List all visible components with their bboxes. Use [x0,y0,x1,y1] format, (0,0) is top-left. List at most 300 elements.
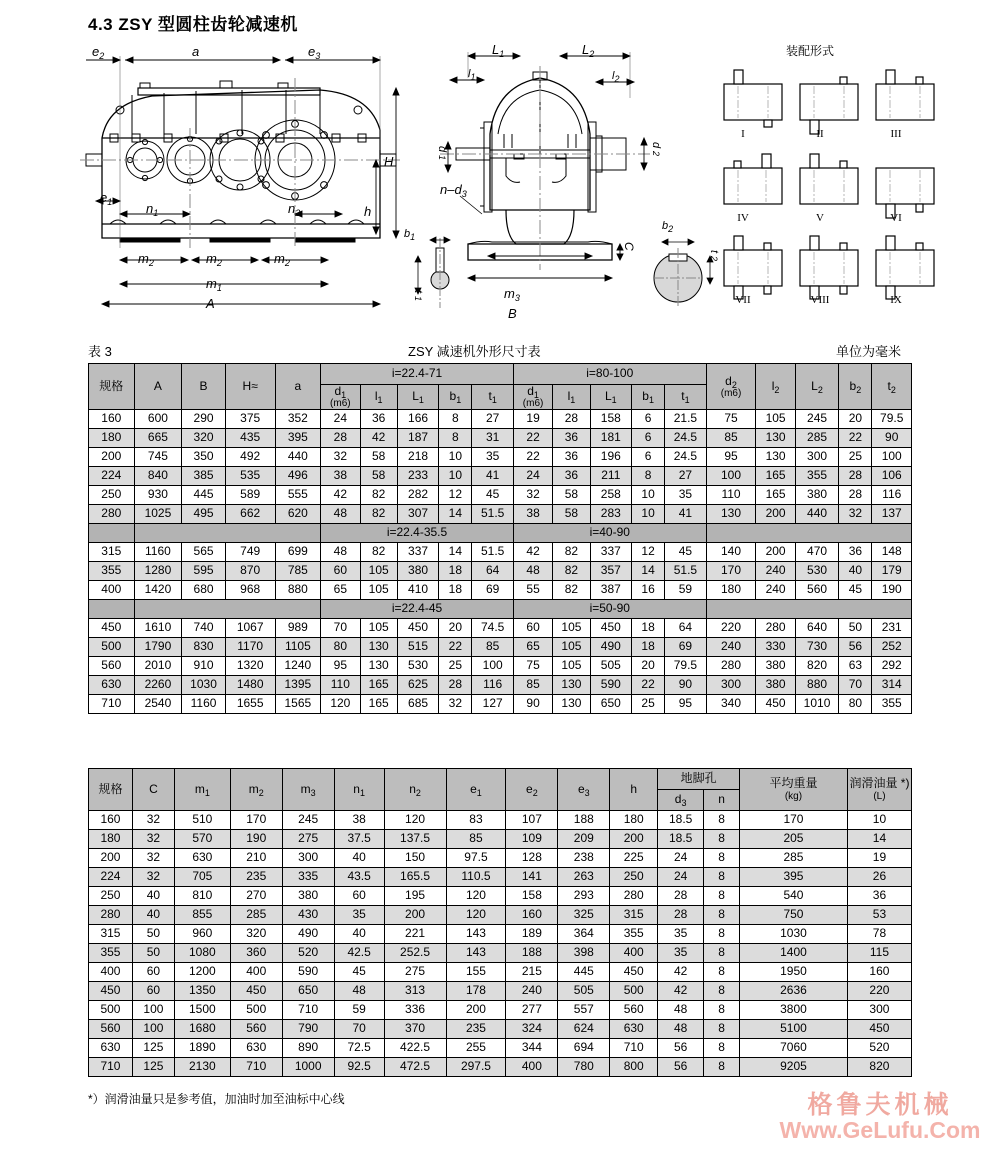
table-cell: 50 [132,944,174,963]
table-cell: 8 [439,429,472,448]
table-cell: 225 [610,849,658,868]
table-cell: 344 [506,1039,558,1058]
table-cell: 2636 [740,982,848,1001]
th-l2: $l_2$ [756,364,795,410]
table-cell: 355 [610,925,658,944]
table-cell: 510 [174,811,230,830]
table-cell: 200 [610,830,658,849]
dim-label-e2: $e_2$ [92,44,105,61]
dim-label-a: a [192,44,200,59]
table-cell: 105 [360,562,397,581]
table-cell: 31 [472,429,513,448]
th2-oil-unit: (L) [873,790,886,802]
table-cell: 490 [590,638,631,657]
table-cell: 450 [610,963,658,982]
table-cell: 95 [665,695,706,714]
table-cell: 195 [384,887,446,906]
table-cell: 63 [839,657,872,676]
table-cell: 170 [740,811,848,830]
table-cell: 258 [590,486,631,505]
table-cell: 200 [756,505,795,524]
table-cell: 470 [795,543,839,562]
table-cell: 125 [132,1039,174,1058]
table-cell: 32 [321,448,360,467]
table-cell: 19 [513,410,552,429]
table-cell: 235 [446,1020,506,1039]
table-cell: 285 [795,429,839,448]
table-cell: 120 [321,695,360,714]
table-cell: 60 [513,619,552,638]
dim-label-e1: $e_1$ [100,190,113,207]
table-cell: 336 [384,1001,446,1020]
table-cell: 290 [182,410,226,429]
table-cell: 500 [230,1001,282,1020]
table-cell: 165 [756,467,795,486]
table-cell: 97.5 [446,849,506,868]
table-cell: 1395 [275,676,321,695]
table-cell: 24 [513,467,552,486]
th2-n1: $n_1$ [334,769,384,811]
th2-weight-unit: (kg) [784,790,803,802]
table-cell: 1610 [134,619,182,638]
table-cell: 130 [756,429,795,448]
table-cell: 352 [275,410,321,429]
table-cell: 560 [610,1001,658,1020]
table-cell: 51.5 [472,543,513,562]
table-cell: 105 [360,581,397,600]
table-cell: 12 [632,543,665,562]
table-cell: 140 [706,543,756,562]
table-row [89,982,912,1001]
table-cell: 165 [360,695,397,714]
table-cell: 56 [658,1058,704,1077]
th-t1-g2: $t_1$ [665,385,706,410]
dim-label-t1: $t_1$ [412,290,424,302]
table-cell: 387 [590,581,631,600]
table-cell: 21.5 [665,410,706,429]
table-cell: 187 [397,429,438,448]
table-cell: 292 [872,657,912,676]
table-cell: 18 [632,619,665,638]
dim-label-L1: $L_1$ [492,42,505,59]
th2-m1: $m_1$ [174,769,230,811]
table-cell: 25 [439,657,472,676]
assembly-forms-title: 装配形式 [786,44,835,58]
table-cell: 190 [230,830,282,849]
table-cell: 32 [513,486,552,505]
table-cell: 8 [704,1020,740,1039]
th-a: a [275,364,321,410]
table-cell: 32 [132,868,174,887]
table-cell: 105 [756,410,795,429]
table-cell: 364 [558,925,610,944]
table-cell: 10 [439,448,472,467]
table-cell-size: 280 [89,906,133,925]
table-cell: 240 [506,982,558,1001]
table-cell: 880 [275,581,321,600]
th-size: 规格 [89,364,135,410]
table-cell: 72.5 [334,1039,384,1058]
table-cell: 188 [506,944,558,963]
assembly-form-caption-1: I [741,128,745,140]
table-row [89,849,912,868]
table-cell: 110 [706,486,756,505]
table-cell: 496 [275,467,321,486]
table-cell: 14 [439,543,472,562]
table-cell: 85 [513,676,552,695]
dim-label-m1: $m_1$ [206,276,222,293]
table-cell: 314 [872,676,912,695]
table-cell: 800 [610,1058,658,1077]
th-L1-g1: $L_1$ [397,385,438,410]
table-cell: 440 [795,505,839,524]
table-row [89,944,912,963]
table-cell: 51.5 [665,562,706,581]
table-cell: 28 [839,486,872,505]
table-cell: 8 [704,906,740,925]
table-cell: 80 [321,638,360,657]
table-cell: 116 [472,676,513,695]
table-cell: 5100 [740,1020,848,1039]
table-cell: 41 [665,505,706,524]
table-cell: 26 [847,868,911,887]
table-cell: 565 [182,543,226,562]
table-cell-size: 450 [89,982,133,1001]
table-cell: 100 [472,657,513,676]
table-cell: 320 [230,925,282,944]
table-cell: 27 [665,467,706,486]
table-cell: 130 [553,695,590,714]
table-cell: 209 [558,830,610,849]
table-cell: 595 [182,562,226,581]
table-cell: 282 [397,486,438,505]
table-cell: 79.5 [872,410,912,429]
table-cell: 90 [513,695,552,714]
table-cell: 35 [658,925,704,944]
table-cell: 109 [506,830,558,849]
table-cell: 95 [706,448,756,467]
table-cell: 1200 [174,963,230,982]
table-cell: 630 [230,1039,282,1058]
table-cell: 930 [134,486,182,505]
table-cell: 8 [704,982,740,1001]
table-cell: 330 [756,638,795,657]
table-cell: 40 [132,887,174,906]
table-cell: 50 [839,619,872,638]
table-cell: 250 [610,868,658,887]
table-cell: 1420 [134,581,182,600]
table-cell: 60 [334,887,384,906]
assembly-form-caption-8: VIII [810,294,830,306]
table-cell: 150 [384,849,446,868]
table-row [89,638,912,657]
table-cell: 590 [282,963,334,982]
table-cell: 120 [384,811,446,830]
table-cell: 141 [506,868,558,887]
table-cell: 6 [632,429,665,448]
page-title: 4.3 ZSY 型圆柱齿轮减速机 [88,15,298,34]
table-cell: 840 [134,467,182,486]
table-row [89,1039,912,1058]
table-cell: 307 [397,505,438,524]
table-cell: 705 [174,868,230,887]
table-cell: 277 [506,1001,558,1020]
table-cell-size: 560 [89,1020,133,1039]
table-cell: 59 [334,1001,384,1020]
table-cell: 18.5 [658,811,704,830]
table-cell: 910 [182,657,226,676]
table-cell: 535 [225,467,275,486]
table-cell: 630 [174,849,230,868]
table-cell: 107 [506,811,558,830]
th2-m2: $m_2$ [230,769,282,811]
th-b1-g1: $b_1$ [439,385,472,410]
table-cell: 42 [360,429,397,448]
table-cell: 740 [182,619,226,638]
table-cell: 8 [704,830,740,849]
table-cell: 28 [658,906,704,925]
ratio-sep-group1: i=22.4-45 [321,600,514,619]
table-cell-size: 250 [89,887,133,906]
table-cell: 100 [872,448,912,467]
table-cell-size: 200 [89,448,135,467]
th-L2: $L_2$ [795,364,839,410]
table-cell: 22 [439,638,472,657]
table-cell: 130 [706,505,756,524]
table-cell: 300 [282,849,334,868]
table-cell: 48 [658,1020,704,1039]
dim-label-d2: $d_2$ [650,142,662,157]
table-cell: 283 [590,505,631,524]
table-cell: 137 [872,505,912,524]
table-cell: 205 [740,830,848,849]
dim-label-C: C [622,242,636,251]
table-cell: 830 [182,638,226,657]
table-cell: 181 [590,429,631,448]
watermark [762,1092,998,1142]
table-cell: 160 [506,906,558,925]
table-cell: 435 [225,429,275,448]
table-cell: 36 [360,410,397,429]
table-cell: 82 [360,505,397,524]
table-cell: 380 [282,887,334,906]
table-row [89,906,912,925]
table-cell: 375 [225,410,275,429]
table-row [89,811,912,830]
table-cell: 36 [553,448,590,467]
table-cell: 210 [230,849,282,868]
table1-caption-unit: 单位为毫米 [836,344,902,359]
table-cell: 880 [795,676,839,695]
table-cell: 120 [446,906,506,925]
table-cell: 1010 [795,695,839,714]
table-cell: 90 [872,429,912,448]
table-cell: 445 [182,486,226,505]
table1-caption-left: 表 3 [88,344,112,359]
table-cell: 170 [230,811,282,830]
table-cell: 8 [704,887,740,906]
table-cell: 18 [439,562,472,581]
table-cell: 100 [132,1001,174,1020]
front-view-drawing [80,38,420,318]
th2-size: 规格 [89,769,133,811]
th2-foot-hole-group: 地脚孔 [658,769,740,790]
table-cell: 252 [872,638,912,657]
table-cell: 14 [632,562,665,581]
table-cell: 1950 [740,963,848,982]
table-cell: 170 [706,562,756,581]
th-d2: $d_2$ (m6) [706,364,756,410]
ratio-sep-group1: i=22.4-35.5 [321,524,514,543]
table-cell: 820 [795,657,839,676]
table-cell: 1160 [182,695,226,714]
table-cell: 710 [230,1058,282,1077]
table-cell: 82 [360,486,397,505]
table-row [89,657,912,676]
table-cell: 530 [397,657,438,676]
table-cell: 48 [658,1001,704,1020]
table-cell: 20 [439,619,472,638]
table-cell: 8 [704,1039,740,1058]
th2-weight-label: 平均重量 [769,776,818,791]
table-cell: 560 [230,1020,282,1039]
table-cell: 810 [174,887,230,906]
th2-oil [847,769,911,811]
table-cell: 450 [847,1020,911,1039]
ratio-sep-blank-mid [134,600,321,619]
table-cell: 10 [439,467,472,486]
th-l1-g1: $l_1$ [360,385,397,410]
table-cell: 337 [397,543,438,562]
table-cell: 85 [706,429,756,448]
table-cell: 27 [472,410,513,429]
table-cell: 18 [632,638,665,657]
table-cell: 1500 [174,1001,230,1020]
th2-d3: $d_3$ [658,790,704,811]
assembly-form-caption-4: IV [737,212,749,224]
table-cell: 130 [360,638,397,657]
table-cell: 196 [590,448,631,467]
table-cell: 355 [795,467,839,486]
table-cell: 180 [610,811,658,830]
th2-h: h [610,769,658,811]
table-cell-size: 250 [89,486,135,505]
footnote: *）润滑油量只是参考值，加油时加至油标中心线 [88,1092,345,1106]
table-cell: 40 [334,849,384,868]
table-cell: 430 [282,906,334,925]
table-cell: 59 [665,581,706,600]
table-cell: 275 [282,830,334,849]
th2-oil-label: 润滑油量 *) [849,776,910,791]
table-cell: 8 [704,1001,740,1020]
table-row [89,1020,912,1039]
table-cell: 100 [706,467,756,486]
table-cell: 400 [230,963,282,982]
dim-label-l2: $l_2$ [612,70,620,84]
table-cell: 200 [446,1001,506,1020]
table-cell: 82 [553,543,590,562]
table-cell: 69 [472,581,513,600]
table-cell: 42 [513,543,552,562]
table-cell: 60 [132,963,174,982]
keyway-detail-1 [404,208,474,328]
table-cell: 42 [658,982,704,1001]
table-cell: 780 [558,1058,610,1077]
table-cell: 749 [225,543,275,562]
table-cell: 324 [506,1020,558,1039]
table-cell: 285 [230,906,282,925]
table1-ratio-separator-row [89,600,912,619]
table1-caption-title: ZSY 减速机外形尺寸表 [408,344,541,359]
table-cell: 180 [706,581,756,600]
table-cell: 8 [704,963,740,982]
table-cell-size: 224 [89,467,135,486]
assembly-form-caption-6: VI [890,212,902,224]
table-cell: 178 [446,982,506,1001]
dim-label-b2: $b_2$ [662,220,674,234]
table-cell: 20 [839,410,872,429]
table-cell: 699 [275,543,321,562]
table-cell: 6 [632,448,665,467]
table-cell: 189 [506,925,558,944]
table-cell: 130 [360,657,397,676]
table-cell: 188 [558,811,610,830]
table-cell: 48 [321,505,360,524]
table-cell: 43.5 [334,868,384,887]
table-cell: 160 [847,963,911,982]
table-cell: 143 [446,944,506,963]
table-cell: 79.5 [665,657,706,676]
table-cell: 624 [558,1020,610,1039]
table-cell: 12 [439,486,472,505]
table-cell: 158 [506,887,558,906]
dim-label-t2: $t_2$ [708,250,720,262]
table-cell: 557 [558,1001,610,1020]
table1-ratio-separator-row [89,524,912,543]
table-cell: 32 [132,811,174,830]
table-cell: 1655 [225,695,275,714]
table-cell: 8 [704,925,740,944]
table-cell: 8 [704,1058,740,1077]
table-cell: 300 [706,676,756,695]
table-cell-size: 500 [89,1001,133,1020]
table-cell: 1030 [740,925,848,944]
table-cell: 28 [839,467,872,486]
th2-n: n [704,790,740,811]
table-cell: 275 [384,963,446,982]
table-cell: 6 [632,410,665,429]
table-cell: 855 [174,906,230,925]
table-cell: 148 [872,543,912,562]
table-cell: 398 [558,944,610,963]
table-row [89,562,912,581]
table-cell: 50 [132,925,174,944]
table-cell: 560 [795,581,839,600]
table-cell: 8 [704,811,740,830]
table-cell: 625 [397,676,438,695]
table-cell: 127 [472,695,513,714]
table-cell: 14 [439,505,472,524]
table-cell: 24 [658,868,704,887]
table-cell: 32 [839,505,872,524]
table-cell: 78 [847,925,911,944]
table-cell: 300 [795,448,839,467]
dim-label-m2-c: $m_2$ [274,251,290,268]
ratio-sep-group2: i=40-90 [513,524,706,543]
table-cell: 380 [756,657,795,676]
table-cell: 22 [513,429,552,448]
table-cell: 58 [553,505,590,524]
